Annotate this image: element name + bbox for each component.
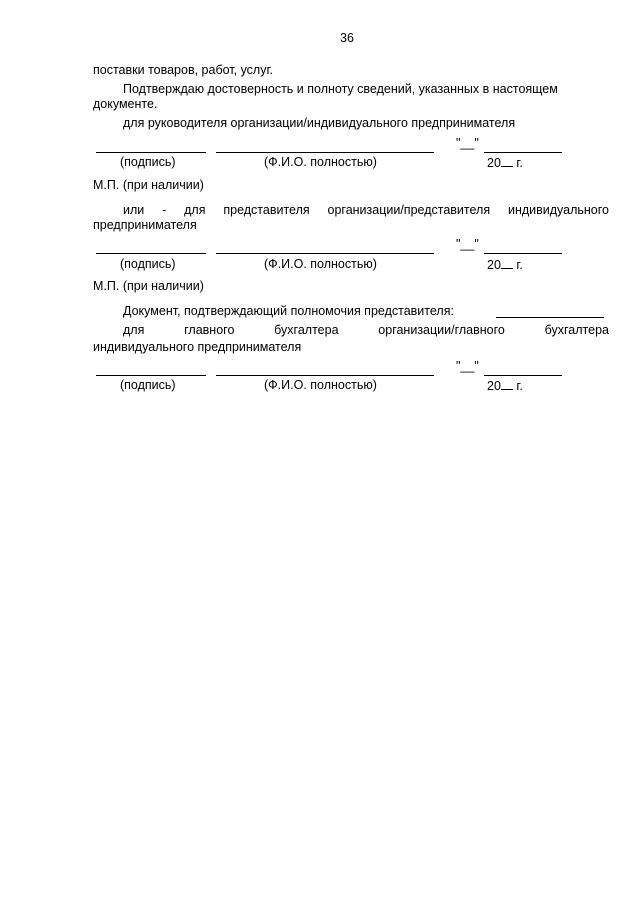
year-suffix: г. — [516, 379, 523, 393]
signature-caption: (подпись) — [120, 378, 176, 392]
full-name-line[interactable] — [216, 152, 434, 153]
authority-doc-line[interactable] — [496, 317, 604, 318]
year-prefix: 20 — [487, 156, 501, 170]
year-blank[interactable] — [501, 155, 513, 167]
full-name-caption: (Ф.И.О. полностью) — [264, 257, 377, 271]
year-suffix: г. — [516, 258, 523, 272]
signature-line[interactable] — [96, 253, 206, 254]
confirm-text-line-1: Подтверждаю достоверность и полноту сведений, указанных в настоящем — [123, 82, 558, 96]
section-acc-line-2: индивидуального предпринимателя — [93, 340, 302, 354]
year-field[interactable] — [487, 378, 523, 394]
signature-line[interactable] — [96, 375, 206, 376]
page-number: 36 — [340, 31, 354, 45]
year-blank[interactable] — [501, 378, 513, 390]
full-name-caption: (Ф.И.О. полностью) — [264, 155, 377, 169]
date-month-line[interactable] — [484, 152, 562, 153]
signature-line[interactable] — [96, 152, 206, 153]
year-field[interactable] — [487, 155, 523, 171]
year-field[interactable] — [487, 257, 523, 273]
section-rep-line-2: предпринимателя — [93, 218, 197, 232]
signature-caption: (подпись) — [120, 155, 176, 169]
full-name-caption: (Ф.И.О. полностью) — [264, 378, 377, 392]
date-month-line[interactable] — [484, 253, 562, 254]
date-day-quotes[interactable]: "__" — [456, 237, 479, 251]
confirm-text-line-2: документе. — [93, 97, 158, 111]
stamp-label-rep: М.П. (при наличии) — [93, 279, 204, 293]
intro-line: поставки товаров, работ, услуг. — [93, 63, 273, 77]
full-name-line[interactable] — [216, 253, 434, 254]
date-day-quotes[interactable]: "__" — [456, 136, 479, 150]
year-suffix: г. — [516, 156, 523, 170]
date-day-quotes[interactable]: "__" — [456, 359, 479, 373]
year-prefix: 20 — [487, 258, 501, 272]
signature-caption: (подпись) — [120, 257, 176, 271]
stamp-label-head: М.П. (при наличии) — [93, 178, 204, 192]
full-name-line[interactable] — [216, 375, 434, 376]
date-month-line[interactable] — [484, 375, 562, 376]
section-acc-line-1: для главного бухгалтера организации/главного бухгалтера — [123, 323, 609, 337]
section-rep-line-1: или - для представителя организации/представителя индивидуального — [123, 203, 609, 217]
year-prefix: 20 — [487, 379, 501, 393]
year-blank[interactable] — [501, 257, 513, 269]
authority-doc-label: Документ, подтверждающий полномочия представителя: — [123, 304, 454, 318]
section-head-label: для руководителя организации/индивидуального предпринимателя — [123, 116, 516, 130]
